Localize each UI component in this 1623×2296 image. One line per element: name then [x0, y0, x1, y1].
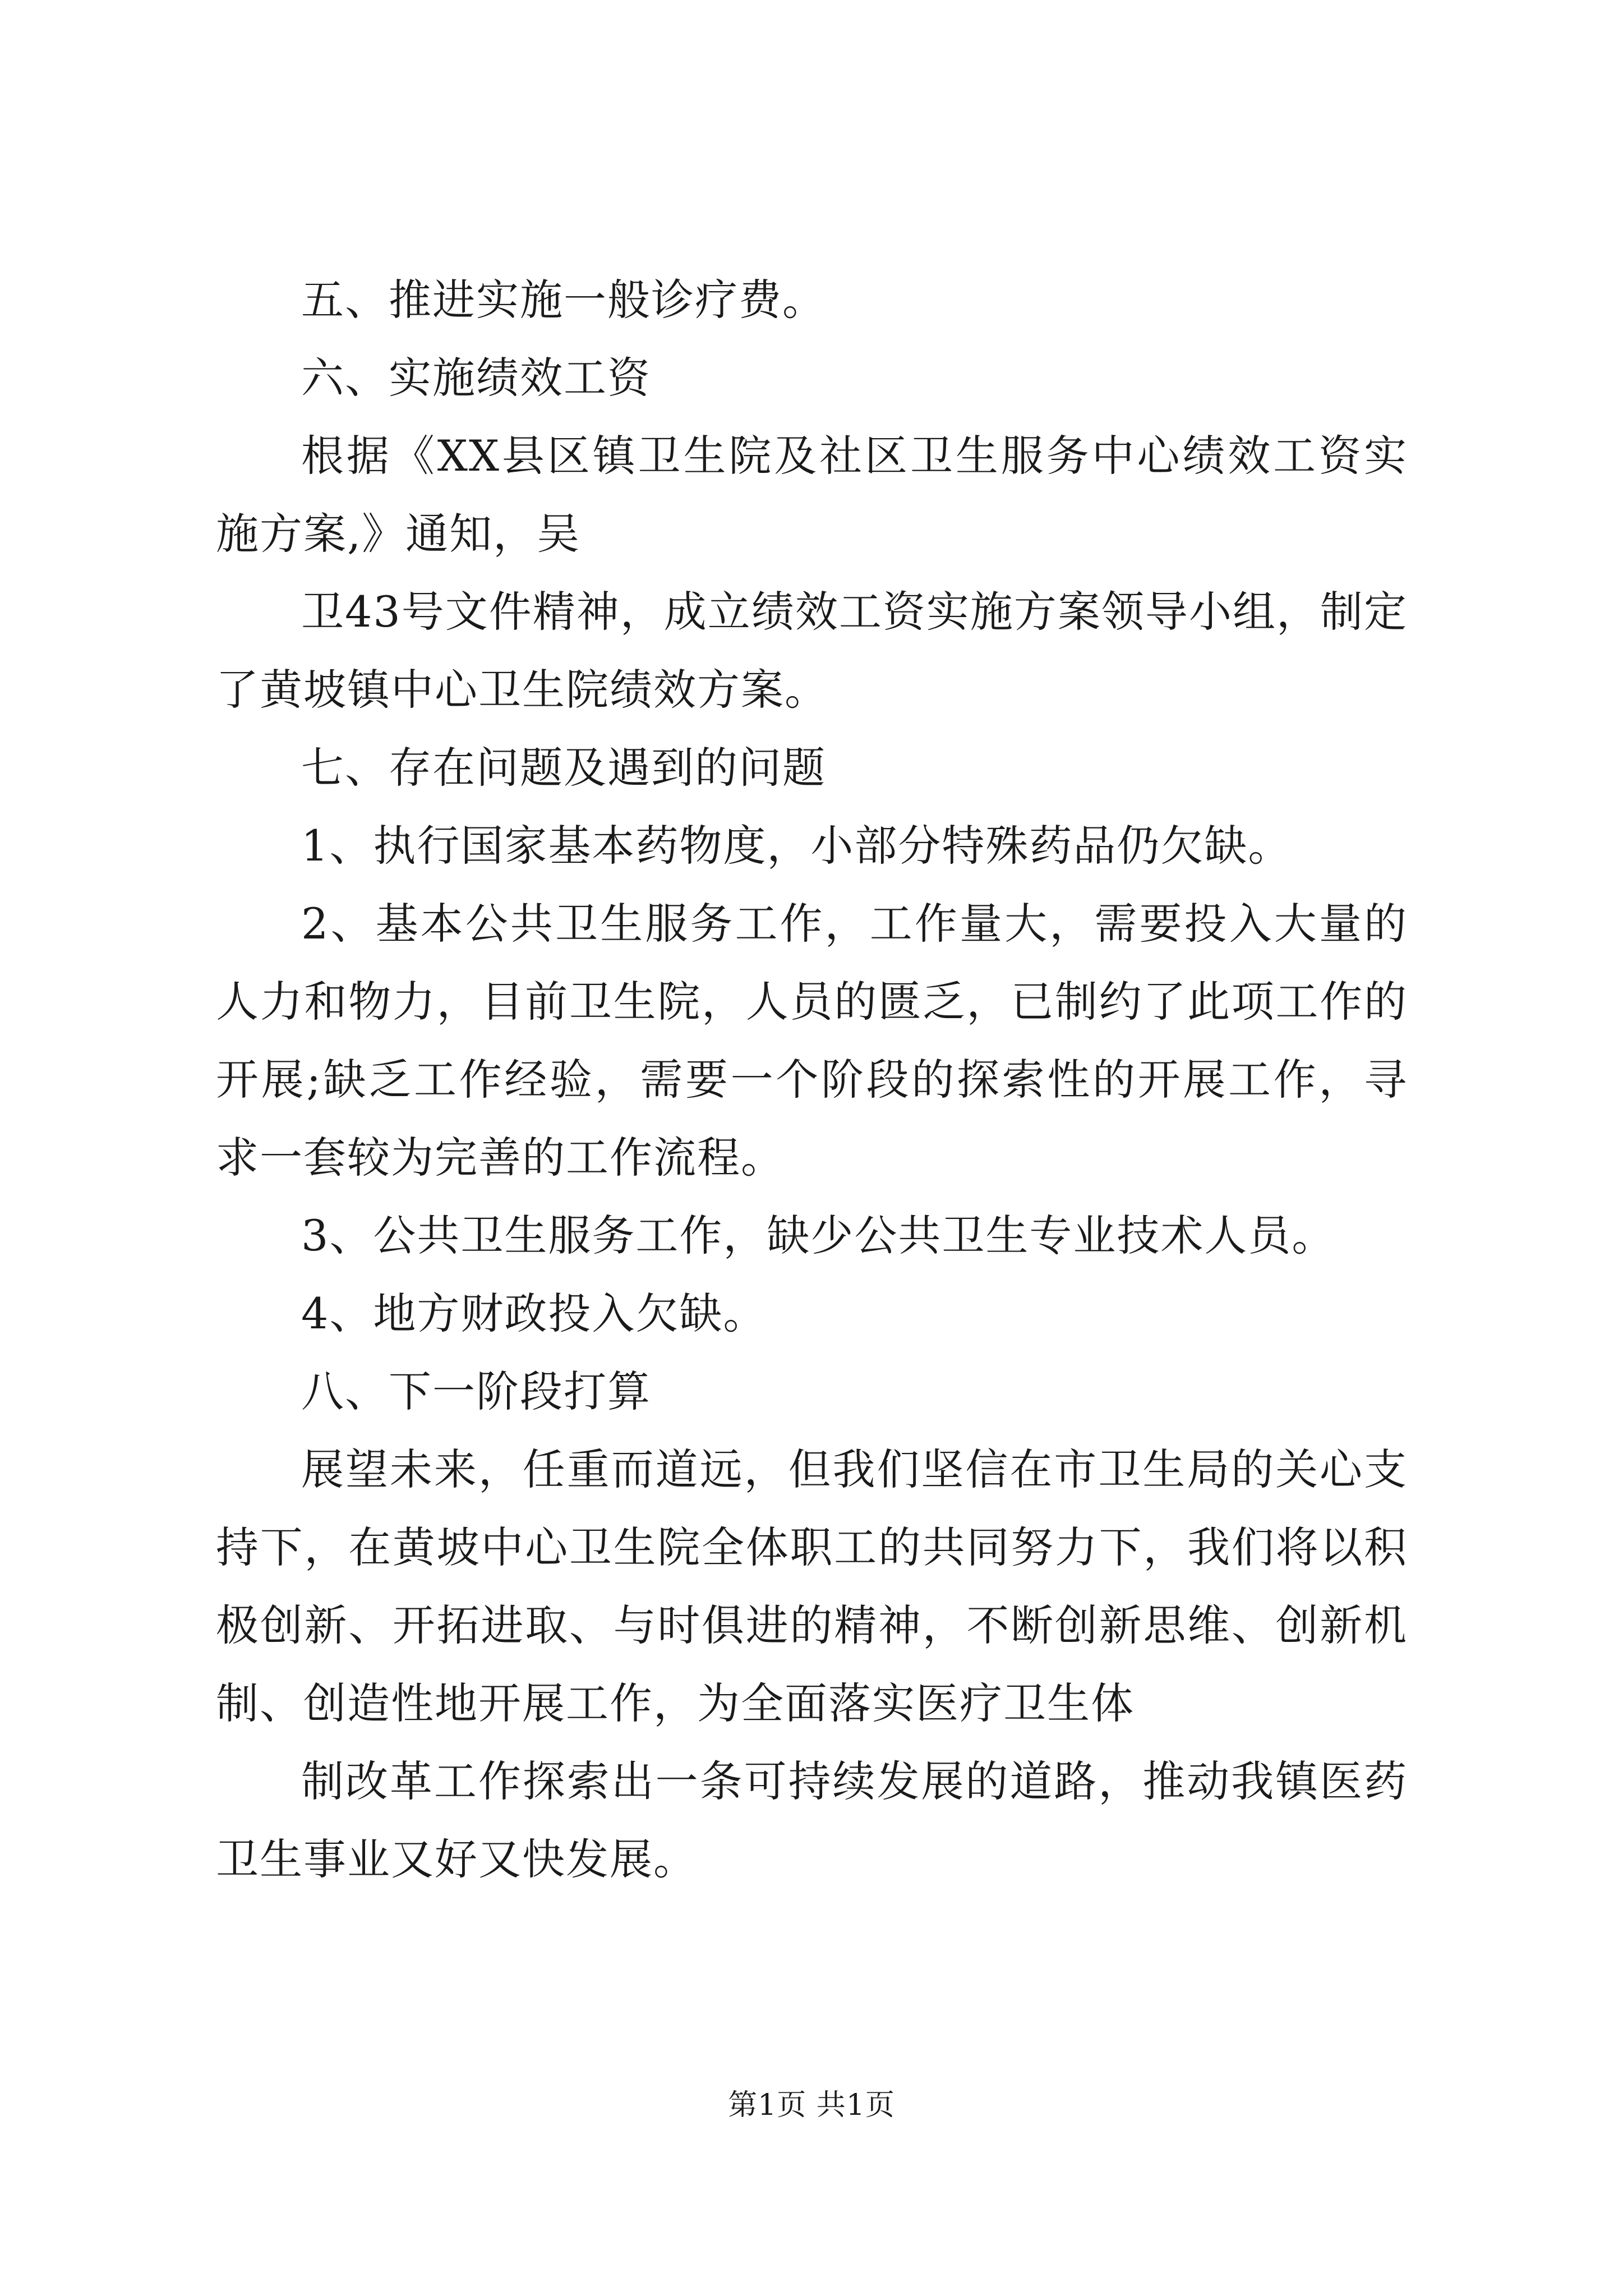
heading-performance-pay: 六、实施绩效工资 [301, 353, 651, 403]
problem-item-3: 3、公共卫生服务工作，缺少公共卫生专业技术人员。 [301, 1211, 1336, 1260]
problem-item-4: 4、地方财政投入欠缺。 [301, 1289, 767, 1338]
document-body [216, 261, 1408, 1898]
paragraph-item-5-fee: 五、推进实施一般诊疗费。 [301, 275, 826, 325]
paragraph-performance-plan: 卫43号文件精神，成立绩效工资实施方案领导小组，制定了黄坡镇中心卫生院绩效方案。 [216, 587, 1408, 715]
paragraph-performance-basis: 根据《XX县区镇卫生院及社区卫生服务中心绩效工资实施方案,》通知，吴 [216, 431, 1408, 559]
paragraph-outlook: 展望未来，任重而道远，但我们坚信在市卫生局的关心支持下，在黄坡中心卫生院全体职工的共同努力下，我们将以积极创新、开拓进取、与时俱进的精神，不断创新思维、创新机制、创造性地开展工作，为全面落实医疗卫生体 [216, 1444, 1408, 1728]
problem-item-1: 1、执行国家基本药物度，小部分特殊药品仍欠缺。 [301, 821, 1292, 871]
heading-next-stage: 八、下一阶段打算 [301, 1366, 651, 1416]
problem-item-2: 2、基本公共卫生服务工作，工作量大，需要投入大量的人力和物力，目前卫生院，人员的匮乏，已制约了此项工作的开展;缺乏工作经验，需要一个阶段的探索性的开展工作，寻求一套较为完善的工作流程。 [216, 899, 1408, 1182]
page-footer: 第1页 共1页 [728, 2088, 895, 2122]
paragraph-conclusion: 制改革工作探索出一条可持续发展的道路，推动我镇医药卫生事业又好又快发展。 [216, 1756, 1408, 1884]
heading-problems: 七、存在问题及遇到的问题 [301, 743, 826, 793]
